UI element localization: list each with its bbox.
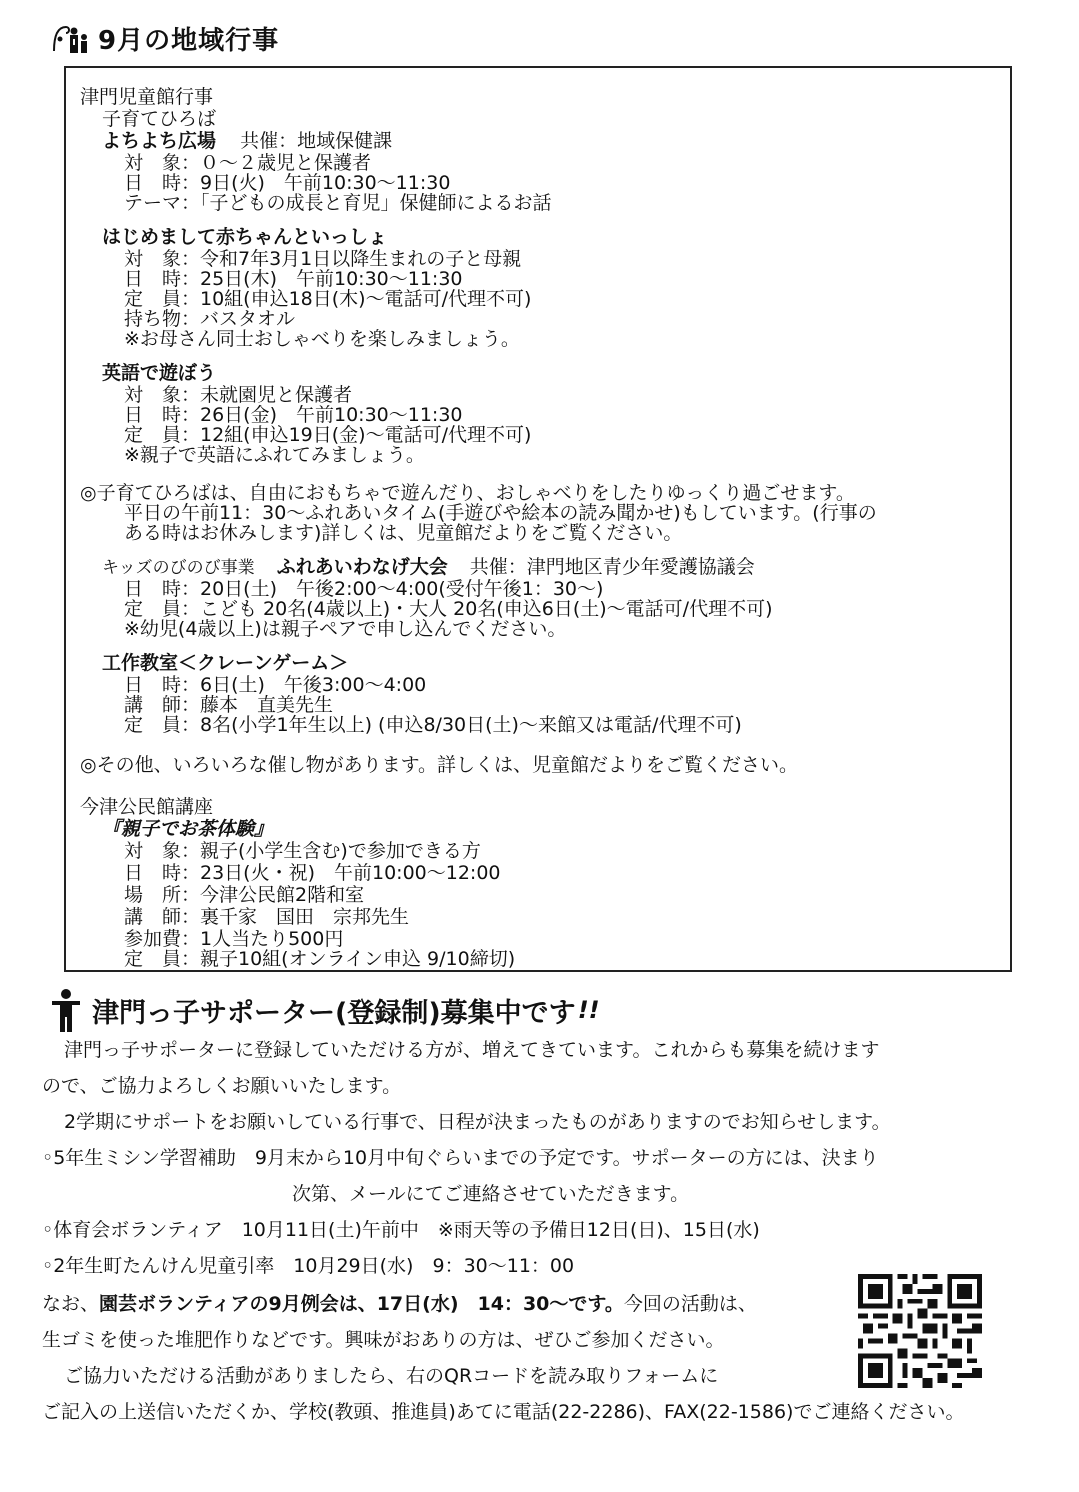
supporter-p2: 2学期にサポートをお願いしている行事で、日程が決まったものがありますのでお知らせします。	[64, 1111, 891, 1133]
supporter-p1-line1: 津門っ子サポーターに登録していただける方が、増えてきています。これからも募集を続けます	[64, 1039, 880, 1061]
section-title-events	[48, 20, 279, 57]
events-box	[64, 66, 1012, 972]
supporter-p3-line2: 生ゴミを使った堆肥作りなどです。興味がおありの方は、ぜひご参加ください。	[42, 1329, 725, 1351]
other-note: ◎その他、いろいろな催し物があります。詳しくは、児童館だよりをご覧ください。	[80, 754, 799, 776]
supporter-title-text: 津門っ子サポーター(登録制)募集中です	[92, 997, 576, 1029]
supporter-item2: ◦体育会ボランティア 10月11日(土)午前中 ※雨天等の予備日12日(日)、15日(水)	[42, 1219, 760, 1241]
kids-title: ふれあいわなげ大会	[276, 556, 448, 578]
hajimemashite-date: 日 時：25日(木) 午前10:30～11:30	[124, 268, 463, 290]
yochiyochi-title: よちよち広場	[102, 130, 217, 152]
hajimemashite-note: ※お母さん同士おしゃべりを楽しみましょう。	[124, 328, 520, 350]
supporter-p4-line1: ご協力いただける活動がありましたら、右のQRコードを読み取りフォームに	[64, 1365, 719, 1387]
kousaku-title: 工作教室＜クレーンゲーム＞	[102, 652, 349, 674]
kosodate-hiroba-label: 子育てひろば	[102, 108, 217, 130]
yochiyochi-date: 日 時：9日(火) 午前10:30～11:30	[124, 172, 451, 194]
hajimemashite-title: はじめまして赤ちゃんといっしょ	[102, 226, 388, 248]
qr-code-icon[interactable]	[858, 1274, 982, 1388]
hajimemashite-capacity: 定 員：10組(申込18日(木)～電話可/代理不可)	[124, 288, 532, 310]
yochiyochi-title-line	[102, 130, 392, 152]
supporter-item1-line1: ◦5年生ミシン学習補助 9月末から10月中旬ぐらいまでの予定です。サポーターの方には、決まり	[42, 1147, 879, 1169]
ocha-date: 日 時：23日(火・祝) 午前10:00～12:00	[124, 862, 501, 884]
yochiyochi-cohost: 共催：地域保健課	[240, 130, 393, 152]
kids-date: 日 時：20日(土) 午後2:00～4:00(受付午後1：30～)	[124, 578, 604, 600]
imazu-header: 今津公民館講座	[80, 796, 214, 818]
yochiyochi-target: 対 象：０～２歳児と保護者	[124, 152, 372, 174]
supporter-item3: ◦2年生町たんけん児童引率 10月29日(水) 9：30～11：00	[42, 1255, 575, 1277]
eigo-capacity: 定 員：12組(申込19日(金)～電話可/代理不可)	[124, 424, 532, 446]
hiroba-note-3: ある時はお休みします)詳しくは、児童館だよりをご覧ください。	[124, 522, 683, 544]
section-title-text: 9月の地域行事	[98, 26, 280, 56]
yochiyochi-theme: テーマ：「子どもの成長と育児」保健師によるお話	[124, 192, 552, 214]
supporter-p4-line2: ご記入の上送信いただくか、学校(教頭、推進員)あてに電話(22-2286)、FAX(22-1586)でご連絡ください。	[42, 1401, 965, 1423]
supporter-p3-bold: 園芸ボランティアの9月例会は、17日(水) 14：30～です。	[99, 1293, 624, 1315]
eigo-title: 英語で遊ぼう	[102, 362, 217, 384]
kids-cohost: 共催：津門地区青少年愛護協議会	[469, 556, 755, 578]
eigo-note: ※親子で英語にふれてみましょう。	[124, 444, 425, 466]
supporter-title-mark: !!	[577, 996, 600, 1024]
ocha-target: 対 象：親子(小学生含む)で参加できる方	[124, 840, 481, 862]
supporter-p3-pre: なお、	[42, 1293, 100, 1315]
supporter-p3-line1	[42, 1292, 757, 1316]
person-icon	[50, 988, 82, 1032]
hiroba-note-1: ◎子育てひろばは、自由におもちゃで遊んだり、おしゃべりをしたりゆっくり過ごせます。	[80, 482, 855, 504]
ocha-title: 『親子でお茶体験』	[102, 818, 274, 840]
kids-program: キッズのびのび事業	[102, 558, 255, 578]
family-icon	[48, 21, 92, 57]
kodomokan-header: 津門児童館行事	[80, 86, 214, 108]
kids-title-line	[102, 556, 755, 579]
hajimemashite-target: 対 象：令和7年3月1日以降生まれの子と母親	[124, 248, 522, 270]
supporter-item1-line2: 次第、メールにてご連絡させていただきます。	[292, 1183, 690, 1205]
supporter-p1-line2: ので、ご協力よろしくお願いいたします。	[42, 1075, 402, 1097]
eigo-date: 日 時：26日(金) 午前10:30～11:30	[124, 404, 463, 426]
kousaku-teacher: 講 師：藤本 直美先生	[124, 694, 334, 716]
ocha-capacity: 定 員：親子10組(オンライン申込 9/10締切)	[124, 948, 516, 970]
eigo-target: 対 象：未就園児と保護者	[124, 384, 353, 406]
hajimemashite-bring: 持ち物：バスタオル	[124, 308, 296, 330]
hiroba-note-2: 平日の午前11：30～ふれあいタイム(手遊びや絵本の読み聞かせ)もしています。(行事の	[124, 502, 877, 524]
ocha-teacher: 講 師：裏千家 国田 宗邦先生	[124, 906, 410, 928]
kousaku-capacity: 定 員：8名(小学1年生以上) (申込8/30日(土)～来館又は電話/代理不可)	[124, 714, 742, 736]
kids-capacity: 定 員：こども 20名(4歳以上)・大人 20名(申込6日(土)～電話可/代理不可)	[124, 598, 773, 620]
kousaku-date: 日 時：6日(土) 午後3:00～4:00	[124, 674, 427, 696]
supporter-p3-post: 今回の活動は、	[623, 1293, 757, 1315]
ocha-place: 場 所：今津公民館2階和室	[124, 884, 365, 906]
section-title-supporter	[50, 988, 600, 1032]
ocha-fee: 参加費：1人当たり500円	[124, 928, 344, 950]
kids-note: ※幼児(4歳以上)は親子ペアで申し込んでください。	[124, 618, 567, 640]
